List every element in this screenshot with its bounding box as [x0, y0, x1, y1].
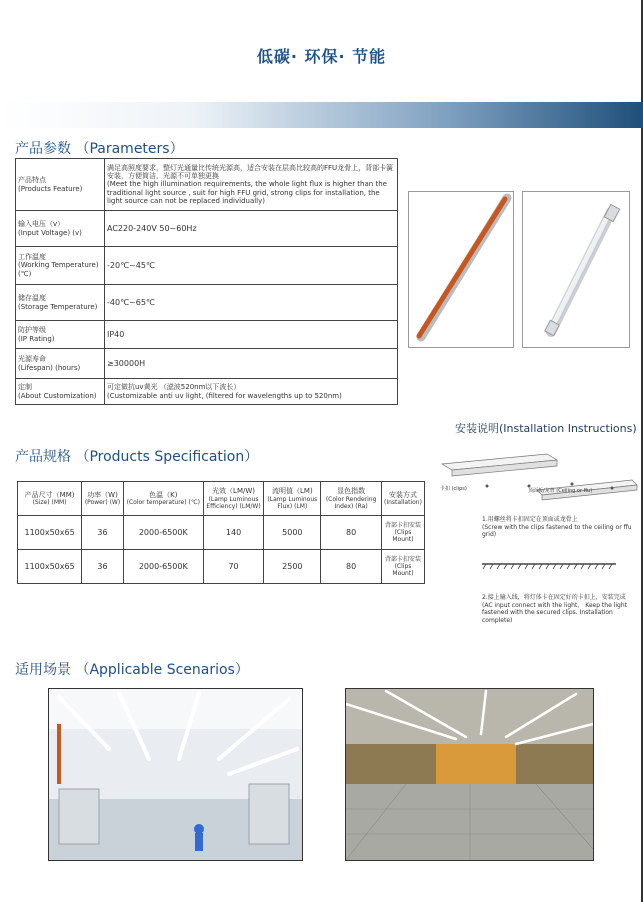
param-value: 满足高照度要求，整灯光通量比传统光源高，适合安装在层高比较高的FFU龙骨上，背部卡簧安装，方便简洁，光源不可单独更换 [107, 164, 394, 181]
header-cell [203, 482, 264, 516]
clips-label: 卡扣 (clips) [440, 486, 467, 492]
header-cell [381, 482, 424, 516]
header-cell [18, 482, 82, 516]
cct-cell: 2000-6500K [123, 516, 203, 550]
table-row [16, 247, 398, 285]
header-zh: 功率（W) [87, 490, 118, 499]
cri-cell: 80 [321, 550, 382, 584]
step1-en: (Screw with the clips fastened to the ceiling or ffu grid) [482, 523, 632, 538]
param-value: 可定做抗uv黄光 （滤波520nm以下波长） [107, 383, 241, 392]
header-zh: 安装方式 [388, 490, 417, 499]
specs-table [17, 481, 425, 584]
header-cell [123, 482, 203, 516]
step2-en: (AC input connect with the light， Keep the light fastened with the secured clips. Installation complete) [482, 601, 627, 624]
header-zh: 产品尺寸（MM) [24, 490, 75, 499]
param-label-en: (Products Feature) [18, 184, 83, 193]
header-en: (Installation) [384, 499, 422, 507]
size-cell: 1100x50x65 [18, 516, 82, 550]
power-cell: 36 [82, 550, 124, 584]
param-label: 定制 [18, 383, 32, 392]
parameters-title: 产品参数 （Parameters） [15, 141, 184, 157]
header-zh: 流明值（LM) [272, 487, 313, 496]
header-gradient-band [0, 102, 643, 128]
install-step-1 [482, 516, 637, 539]
table-header-row [18, 482, 425, 516]
step1-zh: 1.用螺丝将卡扣固定在顶面或龙骨上 [482, 516, 578, 523]
header-en: (Color Rendering Index) (Ra) [325, 495, 377, 510]
cri-cell: 80 [321, 516, 382, 550]
table-row [16, 379, 398, 405]
install-en: (Clips Mount) [392, 528, 414, 544]
installation-diagram [437, 452, 642, 507]
parameters-table [15, 158, 398, 405]
param-label-en: (About Customization) [18, 391, 97, 400]
flux-cell: 2500 [264, 550, 321, 584]
header-en: (Power) (W) [84, 499, 121, 507]
param-value: AC220-240V 50~60Hz [105, 211, 398, 247]
cleanroom-white-illustration [49, 689, 302, 860]
param-value: -20℃~45℃ [105, 247, 398, 285]
install-en: (Clips Mount) [392, 562, 414, 578]
slogan: 低碳· 环保· 节能 [256, 47, 387, 66]
table-row [16, 285, 398, 321]
param-label-en: (IP Rating) [18, 334, 55, 343]
param-value-en: (Meet the high illumination requirements, the whole light flux is higher than the traditional light source , suit for high FFU grid, strong clips for installation, the light source can not be replaced individually) [107, 180, 387, 205]
table-row [18, 550, 425, 584]
cct-cell: 2000-6500K [123, 550, 203, 584]
param-label: 光源寿命 [18, 355, 46, 364]
param-value: IP40 [105, 321, 398, 349]
install-cell [381, 550, 424, 584]
install-step-2 [482, 594, 630, 624]
param-label: 输入电压（v） [18, 220, 65, 229]
step2-zh: 2.接上输入线，将灯体卡在固定好的卡扣上，安装完成 [482, 594, 626, 601]
header-cell [321, 482, 382, 516]
cleanroom-amber-illustration [346, 689, 593, 860]
header-en: (Lamp Luminous Efficiency) (LM/W) [206, 495, 261, 510]
lamp-image-amber [408, 191, 514, 348]
param-label-en: (Storage Temperature) [18, 302, 98, 311]
table-row [16, 321, 398, 349]
installation-title: 安装说明(Installation Instructions) [455, 422, 637, 435]
lamp-image-clear [522, 191, 630, 348]
amber-lamp-illustration [409, 192, 513, 347]
param-label-en: (Input Voltage) (v) [18, 228, 82, 237]
param-value: ≥30000H [105, 349, 398, 379]
header-zh: 光效（LM/W) [212, 487, 256, 496]
clear-lamp-illustration [523, 192, 629, 347]
header-zh: 显色指数 [337, 487, 366, 496]
param-label-en: (Lifespan) (hours) [18, 363, 81, 372]
size-cell: 1100x50x65 [18, 550, 82, 584]
mounting-grid-illustration [482, 555, 617, 577]
header-en: (Size) (MM) [32, 499, 67, 507]
efficacy-cell: 140 [203, 516, 264, 550]
header-cell [264, 482, 321, 516]
header-cell [82, 482, 124, 516]
param-label: 产品特点 [18, 176, 46, 185]
param-label: 储存温度 [18, 294, 46, 303]
table-row [18, 516, 425, 550]
install-zh: 背部卡扣安装 [384, 521, 421, 529]
table-row [16, 159, 398, 211]
specs-title: 产品规格 （Products Specification） [15, 449, 259, 465]
flux-cell: 5000 [264, 516, 321, 550]
cleanroom-photo-white [48, 688, 303, 861]
param-label-en: (Working Temperature) (℃) [18, 261, 99, 278]
header-en: (Color temperature) (℃) [126, 499, 200, 507]
efficacy-cell: 70 [203, 550, 264, 584]
scenarios-title: 适用场景 （Applicable Scenarios） [15, 662, 249, 678]
header-zh: 色温（K) [149, 490, 178, 499]
param-label: 防护等级 [18, 326, 46, 335]
ceiling-label: 顶面板/龙骨 (Ceiling or ffu) [528, 488, 593, 494]
table-row [16, 211, 398, 247]
param-value: -40℃~65℃ [105, 285, 398, 321]
param-value-en: (Customizable anti uv light, (filtered for wavelengths up to 520nm) [107, 391, 342, 400]
table-row [16, 349, 398, 379]
header-en: (Lamp Luminous Flux) (LM) [267, 495, 318, 510]
param-label: 工作温度 [18, 253, 46, 262]
power-cell: 36 [82, 516, 124, 550]
cleanroom-photo-amber [345, 688, 594, 861]
install-zh: 背部卡扣安装 [384, 555, 421, 563]
install-cell [381, 516, 424, 550]
